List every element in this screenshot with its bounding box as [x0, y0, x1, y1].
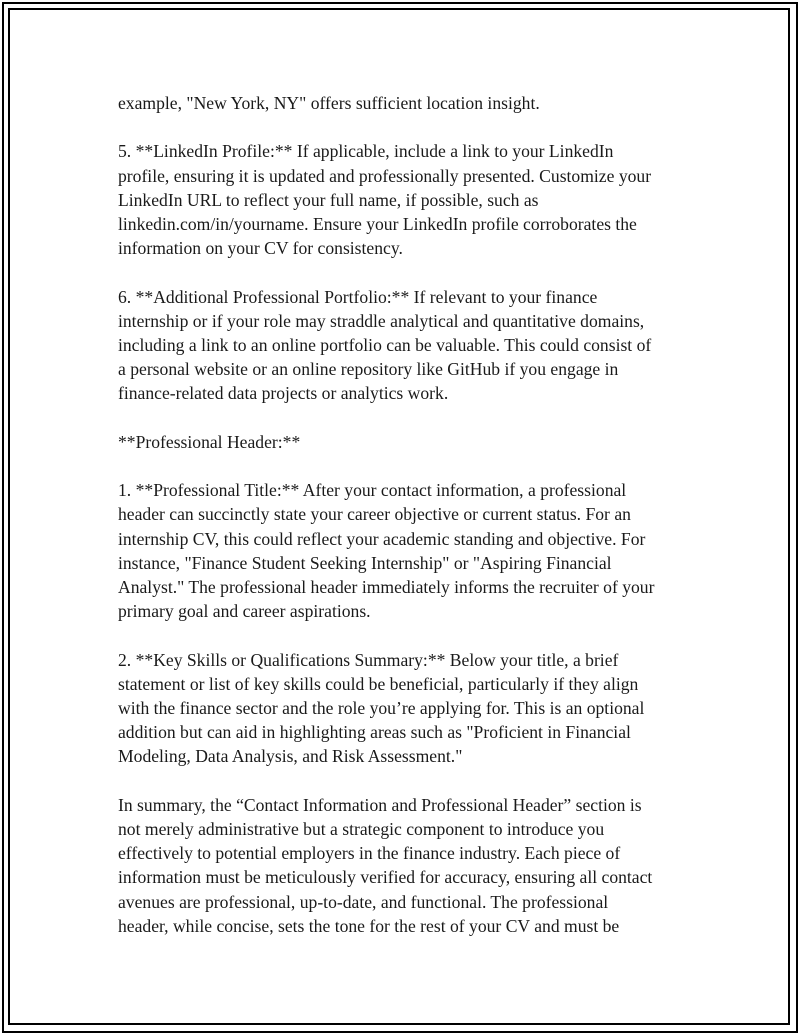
- paragraph-professional-title: 1. **Professional Title:** After your contact information, a professional header can succinctly state your career objective or current status. For an internship CV, this could reflect your academic standing and objective. For instance, "Finance Student Seeking Internship" or "Aspiring Financial Analyst." The professional header immediately informs the recruiter of your primary goal and career aspirations.: [118, 480, 655, 622]
- section-heading-professional-header: **Professional Header:**: [118, 431, 301, 452]
- paragraph-location-example: example, "New York, NY" offers sufficient location insight.: [118, 93, 540, 113]
- paragraph-key-skills: 2. **Key Skills or Qualifications Summary:** Below your title, a brief statement or list of key skills could be beneficial, particularly if they align with the finance sector and the role you’re applying for. This is an optional addition but can aid in highlighting areas such as "Proficient in Financial Modeling, Data Analysis, and Risk Assessment.": [118, 649, 645, 767]
- paragraph-portfolio: 6. **Additional Professional Portfolio:** If relevant to your finance internship or if your role may straddle analytical and quantitative domains, including a link to an online portfolio can be valuable. This could consist of a personal website or an online repository like GitHub if you engage in finance-related data projects or analytics work.: [118, 286, 652, 404]
- paragraph-summary: In summary, the “Contact Information and Professional Header” section is not merely administrative but a strategic component to introduce you effectively to potential employers in the finance industry. Each piece of information must be meticulously verified for accuracy, ensuring all contact avenues are professional, up-to-date, and functional. The professional header, while concise, sets the tone for the rest of your CV and must be: [118, 794, 653, 936]
- paragraph-linkedin-profile: 5. **LinkedIn Profile:** If applicable, include a link to your LinkedIn profile, ensuring it is updated and professionally presented. Customize your LinkedIn URL to reflect your full name, if possible, such as linkedin.com/in/yourname. Ensure your LinkedIn profile corroborates the information on your CV for consistency.: [118, 141, 652, 259]
- document-body: [118, 91, 688, 962]
